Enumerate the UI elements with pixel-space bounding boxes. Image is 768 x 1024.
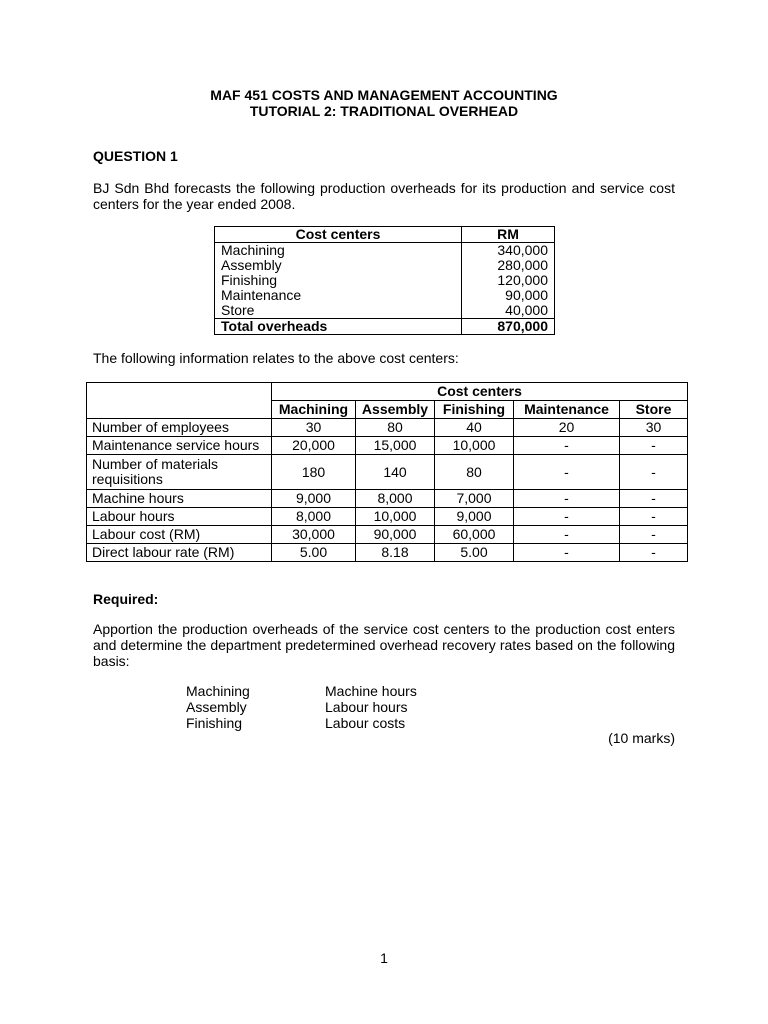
table-row bbox=[87, 437, 688, 455]
overheads-total-value: 870,000 bbox=[462, 319, 555, 335]
basis-dept: Finishing bbox=[186, 715, 243, 731]
info-table-group-header-row bbox=[87, 383, 688, 401]
row-label: Labour cost (RM) bbox=[87, 526, 272, 544]
table-cell: 10,000 bbox=[435, 437, 514, 455]
table-cell: - bbox=[514, 544, 620, 562]
table-cell: 20 bbox=[514, 419, 620, 437]
overheads-total-row bbox=[215, 319, 555, 335]
table-cell: 40 bbox=[435, 419, 514, 437]
basis-methods bbox=[325, 683, 417, 731]
col-finishing: Finishing bbox=[435, 401, 514, 419]
overheads-row-value: 120,000 bbox=[462, 273, 555, 288]
row-label: Labour hours bbox=[87, 508, 272, 526]
course-title: MAF 451 COSTS AND MANAGEMENT ACCOUNTING bbox=[210, 87, 558, 103]
table-cell: 8,000 bbox=[356, 490, 435, 508]
row-label: Number of employees bbox=[87, 419, 272, 437]
table-cell: 30 bbox=[272, 419, 356, 437]
overheads-col-cost-centers: Cost centers bbox=[215, 227, 462, 243]
basis-method: Machine hours bbox=[325, 683, 417, 699]
overheads-col-rm: RM bbox=[462, 227, 555, 243]
overheads-row-value: 40,000 bbox=[462, 303, 555, 319]
col-store: Store bbox=[620, 401, 688, 419]
table-row bbox=[87, 455, 688, 490]
table-cell: - bbox=[620, 508, 688, 526]
table-cell: 30 bbox=[620, 419, 688, 437]
table-cell: 10,000 bbox=[356, 508, 435, 526]
overheads-total-label: Total overheads bbox=[215, 319, 462, 335]
basis-method: Labour costs bbox=[325, 715, 406, 731]
table-cell: 9,000 bbox=[435, 508, 514, 526]
table-row bbox=[215, 303, 555, 319]
row-label: Direct labour rate (RM) bbox=[87, 544, 272, 562]
table-cell: 9,000 bbox=[272, 490, 356, 508]
info-table-group-header: Cost centers bbox=[272, 383, 688, 401]
question-heading: QUESTION 1 bbox=[93, 148, 178, 164]
table-row bbox=[87, 526, 688, 544]
table-cell: 60,000 bbox=[435, 526, 514, 544]
overheads-row-value: 280,000 bbox=[462, 258, 555, 273]
cost-center-info-table bbox=[86, 382, 688, 562]
overheads-row-name: Finishing bbox=[215, 273, 462, 288]
table-cell: - bbox=[620, 437, 688, 455]
table-cell: 5.00 bbox=[272, 544, 356, 562]
table-row bbox=[87, 508, 688, 526]
table-cell: 30,000 bbox=[272, 526, 356, 544]
table-cell: 140 bbox=[356, 455, 435, 490]
row-label: Maintenance service hours bbox=[87, 437, 272, 455]
table-cell: 15,000 bbox=[356, 437, 435, 455]
tutorial-title: TUTORIAL 2: TRADITIONAL OVERHEAD bbox=[249, 103, 519, 119]
col-machining: Machining bbox=[272, 401, 356, 419]
info-table-corner bbox=[87, 383, 272, 419]
table-cell: 180 bbox=[272, 455, 356, 490]
required-heading: Required: bbox=[93, 591, 159, 607]
table-row bbox=[87, 490, 688, 508]
table-cell: 8,000 bbox=[272, 508, 356, 526]
basis-method: Labour hours bbox=[325, 699, 408, 715]
table-cell: - bbox=[514, 508, 620, 526]
table-cell: - bbox=[620, 455, 688, 490]
table-cell: - bbox=[514, 455, 620, 490]
marks-label: (10 marks) bbox=[608, 730, 675, 746]
col-assembly: Assembly bbox=[356, 401, 435, 419]
overheads-row-name: Maintenance bbox=[215, 288, 462, 303]
overheads-row-value: 340,000 bbox=[462, 243, 555, 259]
table-row bbox=[215, 273, 555, 288]
table-cell: 80 bbox=[356, 419, 435, 437]
basis-departments bbox=[186, 683, 250, 731]
question-intro: BJ Sdn Bhd forecasts the following production overheads for its production and service cost centers for the year ended 2008. bbox=[93, 180, 675, 212]
overheads-table bbox=[214, 226, 555, 335]
required-text: Apportion the production overheads of the service cost centers to the production cost enters and determine the department predetermined overhead recovery rates based on the following basis: bbox=[93, 621, 675, 669]
col-maintenance: Maintenance bbox=[514, 401, 620, 419]
overheads-row-name: Machining bbox=[215, 243, 462, 259]
table-cell: 80 bbox=[435, 455, 514, 490]
basis-dept: Assembly bbox=[186, 699, 247, 715]
table-row bbox=[87, 419, 688, 437]
table-cell: - bbox=[620, 526, 688, 544]
table-cell: - bbox=[620, 490, 688, 508]
table-cell: 20,000 bbox=[272, 437, 356, 455]
table-row bbox=[215, 288, 555, 303]
table-cell: - bbox=[514, 437, 620, 455]
overheads-row-name: Store bbox=[215, 303, 462, 319]
row-label: Number of materials requisitions bbox=[87, 455, 272, 490]
page-number: 1 bbox=[380, 950, 388, 966]
table-row bbox=[215, 258, 555, 273]
table-row bbox=[87, 544, 688, 562]
table-cell: - bbox=[514, 490, 620, 508]
info-intro: The following information relates to the above cost centers: bbox=[93, 350, 459, 366]
table-cell: 7,000 bbox=[435, 490, 514, 508]
table-cell: 8.18 bbox=[356, 544, 435, 562]
table-cell: 90,000 bbox=[356, 526, 435, 544]
row-label: Machine hours bbox=[87, 490, 272, 508]
table-cell: 5.00 bbox=[435, 544, 514, 562]
overheads-row-name: Assembly bbox=[215, 258, 462, 273]
table-cell: - bbox=[514, 526, 620, 544]
table-row bbox=[215, 243, 555, 259]
table-cell: - bbox=[620, 544, 688, 562]
overheads-row-value: 90,000 bbox=[462, 288, 555, 303]
overheads-table-header bbox=[215, 227, 555, 243]
basis-dept: Machining bbox=[186, 683, 250, 699]
